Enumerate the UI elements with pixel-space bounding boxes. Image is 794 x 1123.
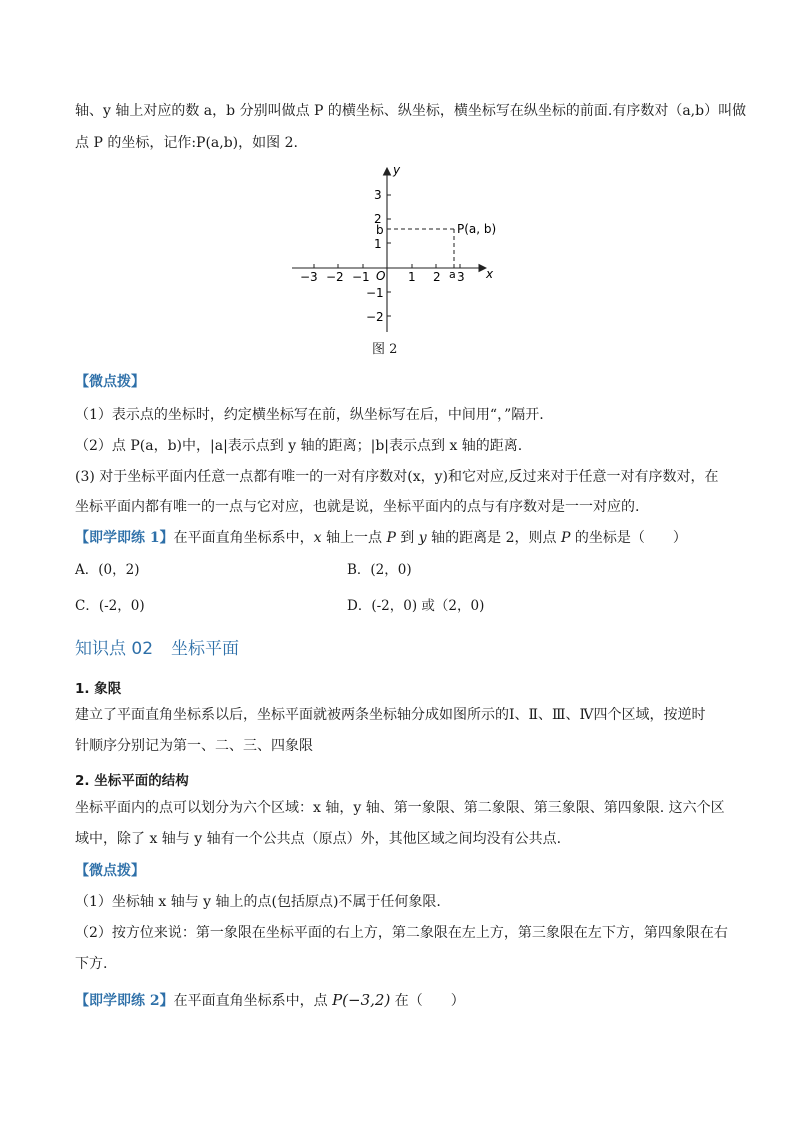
exercise-1 bbox=[75, 528, 687, 548]
paragraph-line: 针顺序分别记为第一、二、三、四象限 bbox=[75, 738, 313, 754]
tip-item: （2）点 P(a，b)中，|a|表示点到 y 轴的距离；|b|表示点到 x 轴的距离. bbox=[75, 438, 523, 454]
tip-item: 下方. bbox=[75, 956, 108, 972]
subheading-quadrant: 1. 象限 bbox=[75, 681, 122, 697]
point-p-label: P(a, b) bbox=[457, 222, 497, 236]
exercise-text: 在平面直角坐标系中，点 bbox=[173, 993, 333, 1009]
option-c: C．(-2，0) bbox=[75, 598, 145, 614]
exercise-tag: 【即学即练 2】 bbox=[75, 993, 174, 1009]
exercise-text: 到 bbox=[395, 530, 419, 546]
x-axis-label: x bbox=[486, 267, 494, 281]
var-p: P bbox=[386, 530, 396, 546]
intro-line-1: 轴、y 轴上对应的数 a，b 分别叫做点 P 的横坐标、纵坐标，横坐标写在纵坐标的前面.有序数对（a,b）叫做 bbox=[75, 103, 747, 119]
exercise-text: 的坐标是（ ） bbox=[570, 530, 687, 546]
exercise-tag: 【即学即练 1】 bbox=[75, 530, 174, 546]
coordinate-figure bbox=[290, 162, 500, 337]
x-tick-label: 1 bbox=[408, 270, 416, 284]
option-b: B．(2，0) bbox=[347, 562, 412, 578]
b-label: b bbox=[376, 223, 384, 237]
subheading-structure: 2. 坐标平面的结构 bbox=[75, 773, 189, 789]
tip-item: （2）按方位来说：第一象限在坐标平面的右上方，第二象限在左上方，第三象限在左下方，第四象限在右 bbox=[75, 925, 728, 941]
point-expression: P(−3,2) bbox=[332, 991, 391, 1009]
paragraph-line: 坐标平面内的点可以划分为六个区域：x 轴，y 轴、第一象限、第二象限、第三象限、第四象限. 这六个区 bbox=[75, 800, 725, 816]
tip-item: （1）表示点的坐标时，约定横坐标写在前，纵坐标写在后，中间用“，”隔开. bbox=[75, 407, 544, 423]
tip-item: 坐标平面内都有唯一的一点与它对应，也就是说，坐标平面内的点与有序数对是一一对应的. bbox=[75, 499, 640, 515]
paragraph-line: 域中，除了 x 轴与 y 轴有一个公共点（原点）外，其他区域之间均没有公共点. bbox=[75, 831, 562, 847]
y-tick-label: 1 bbox=[374, 237, 382, 251]
y-axis-label: y bbox=[393, 163, 401, 177]
x-tick-label: 2 bbox=[433, 270, 441, 284]
tip-tag: 【微点拨】 bbox=[75, 863, 145, 879]
a-label: a bbox=[449, 268, 456, 281]
section-title: 坐标平面 bbox=[171, 639, 240, 659]
tip-item: (3) 对于坐标平面内任意一点都有唯一的一对有序数对(x，y)和它对应,反过来对于任意一对有序数对，在 bbox=[75, 469, 719, 485]
option-a: A．(0，2) bbox=[75, 562, 140, 578]
x-tick-label: −3 bbox=[300, 270, 318, 284]
section-number: 知识点 02 bbox=[75, 639, 154, 659]
var-x: x bbox=[313, 530, 322, 546]
tip-tag: 【微点拨】 bbox=[75, 374, 145, 390]
exercise-2 bbox=[75, 990, 465, 1011]
exercise-text: 在（ ） bbox=[390, 993, 465, 1009]
x-tick-label: −2 bbox=[326, 270, 344, 284]
paragraph-line: 建立了平面直角坐标系以后，坐标平面就被两条坐标轴分成如图所示的Ⅰ、Ⅱ、Ⅲ、Ⅳ四个区域，按逆时 bbox=[75, 707, 706, 723]
x-tick-label: −1 bbox=[352, 270, 370, 284]
var-y: y bbox=[418, 530, 427, 546]
var-p: P bbox=[560, 530, 571, 546]
y-tick-label: 2 bbox=[374, 212, 382, 226]
exercise-text: 轴上一点 bbox=[321, 530, 387, 546]
exercise-text: 在平面直角坐标系中， bbox=[173, 530, 314, 546]
coordinate-plane-svg bbox=[290, 162, 500, 337]
exercise-text: 轴的距离是 2，则点 bbox=[426, 530, 561, 546]
origin-label: O bbox=[376, 269, 386, 283]
figure-caption: 图 2 bbox=[372, 342, 398, 357]
section-heading bbox=[75, 638, 239, 660]
y-tick-label: −2 bbox=[366, 310, 384, 324]
intro-line-2: 点 P 的坐标，记作:P(a,b)，如图 2. bbox=[75, 135, 298, 151]
y-tick-label: −1 bbox=[366, 286, 384, 300]
option-d: D．(-2，0) 或（2，0) bbox=[347, 598, 485, 614]
x-tick-label: 3 bbox=[457, 270, 465, 284]
tip-item: （1）坐标轴 x 轴与 y 轴上的点(包括原点)不属于任何象限. bbox=[75, 894, 441, 910]
y-tick-label: 3 bbox=[374, 188, 382, 202]
